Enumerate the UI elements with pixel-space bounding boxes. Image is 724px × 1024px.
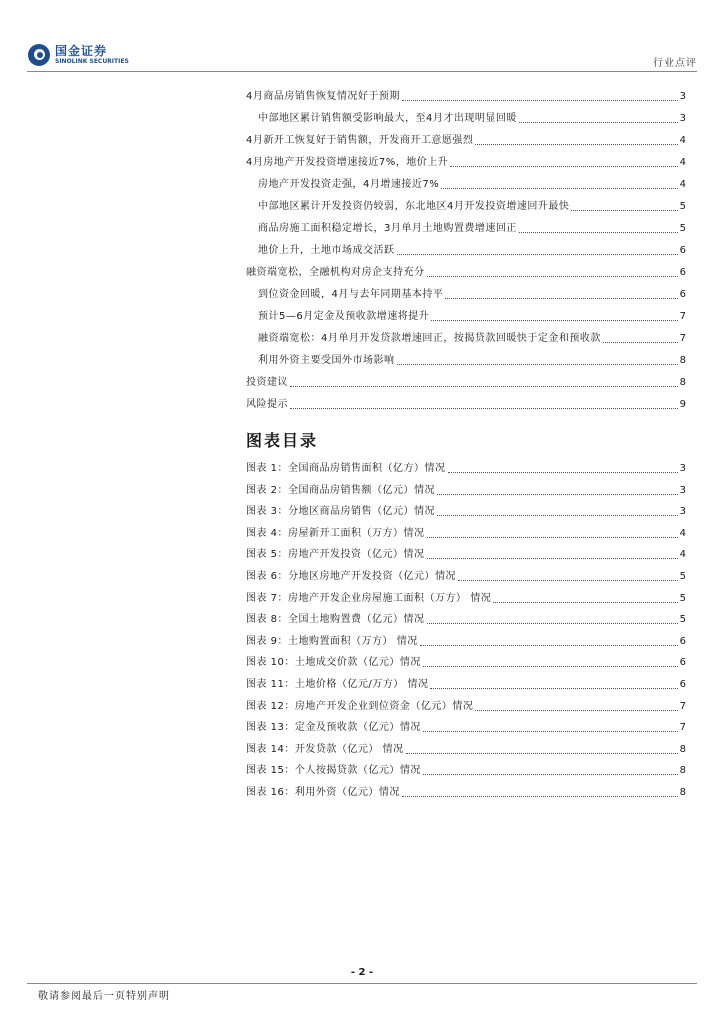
- toc-entry[interactable]: 预计5—6月定金及预收款增速将提升 7: [258, 311, 686, 322]
- figure-entry[interactable]: 图表 8：全国土地购置费（亿元）情况 5: [246, 614, 686, 626]
- toc-entry[interactable]: 商品房施工面积稳定增长，3月单月土地购置费增速回正 5: [258, 223, 686, 234]
- toc-entry[interactable]: 地价上升，土地市场成交活跃 6: [258, 245, 686, 256]
- figure-entry[interactable]: 图表 14：开发贷款（亿元） 情况 8: [246, 743, 686, 755]
- figure-entry[interactable]: 图表 7：房地产开发企业房屋施工面积（万方） 情况 5: [246, 592, 686, 604]
- footer-disclaimer: 敬请参阅最后一页特别声明: [38, 991, 170, 1002]
- logo-name-cn: 国金证券: [55, 44, 108, 58]
- footer-divider: [27, 983, 697, 984]
- figure-entry[interactable]: 图表 16：利用外资（亿元）情况 8: [246, 787, 686, 798]
- page-number: - 2 -: [350, 967, 374, 978]
- toc-entry[interactable]: 风险提示 9: [246, 399, 686, 410]
- figure-entry[interactable]: 图表 13：定金及预收款（亿元）情况 7: [246, 722, 686, 734]
- toc-entry[interactable]: 4月新开工恢复好于销售额，开发商开工意愿强烈 4: [246, 135, 686, 146]
- logo-name-en: SINOLINK SECURITIES: [55, 58, 129, 65]
- page-header: [0, 0, 724, 72]
- company-logo: [28, 42, 129, 68]
- toc-entry[interactable]: 利用外资主要受国外市场影响 8: [258, 355, 686, 366]
- figure-entry[interactable]: 图表 9：土地购置面积（万方） 情况 6: [246, 635, 686, 647]
- figure-entry[interactable]: 图表 5：房地产开发投资（亿元）情况 4: [246, 549, 686, 561]
- figure-entry[interactable]: 图表 15：个人按揭贷款（亿元）情况 8: [246, 765, 686, 777]
- figure-entry[interactable]: 图表 10：土地成交价款（亿元）情况 6: [246, 657, 686, 669]
- figures-list-heading: 图表目录: [246, 431, 319, 450]
- figure-entry[interactable]: 图表 3：分地区商品房销售（亿元）情况 3: [246, 506, 686, 518]
- figure-entry[interactable]: 图表 1：全国商品房销售面积（亿方）情况 3: [246, 463, 686, 474]
- figure-entry[interactable]: 图表 11：土地价格（亿元/万方） 情况 6: [246, 679, 686, 690]
- header-divider: [27, 71, 697, 72]
- toc-entry[interactable]: 中部地区累计开发投资仍较弱，东北地区4月开发投资增速回升最快 5: [258, 201, 686, 212]
- toc-entry[interactable]: 房地产开发投资走强，4月增速接近7% 4: [258, 179, 686, 190]
- report-type-label: 行业点评: [653, 58, 697, 69]
- figure-entry[interactable]: 图表 12：房地产开发企业到位资金（亿元）情况 7: [246, 700, 686, 712]
- toc-entry[interactable]: 到位资金回暖，4月与去年同期基本持平 6: [258, 289, 686, 300]
- toc-entry[interactable]: 投资建议 8: [246, 377, 686, 388]
- sinolink-logo-icon: [28, 44, 50, 66]
- toc-entry[interactable]: 4月房地产开发投资增速接近7%，地价上升 4: [246, 157, 686, 168]
- figure-entry[interactable]: 图表 4：房屋新开工面积（万方）情况 4: [246, 527, 686, 539]
- figure-entry[interactable]: 图表 2：全国商品房销售额（亿元）情况 3: [246, 484, 686, 496]
- toc-entry[interactable]: 中部地区累计销售额受影响最大，至4月才出现明显回暖 3: [258, 113, 686, 124]
- toc-entry[interactable]: 融资端宽松，全融机构对房企支持充分 6: [246, 267, 686, 278]
- figure-entry[interactable]: 图表 6：分地区房地产开发投资（亿元）情况 5: [246, 571, 686, 582]
- toc-entry[interactable]: 融资端宽松：4月单月开发贷款增速回正，按揭贷款回暖快于定金和预收款 7: [258, 333, 686, 344]
- toc-entry[interactable]: 4月商品房销售恢复情况好于预期 3: [246, 91, 686, 102]
